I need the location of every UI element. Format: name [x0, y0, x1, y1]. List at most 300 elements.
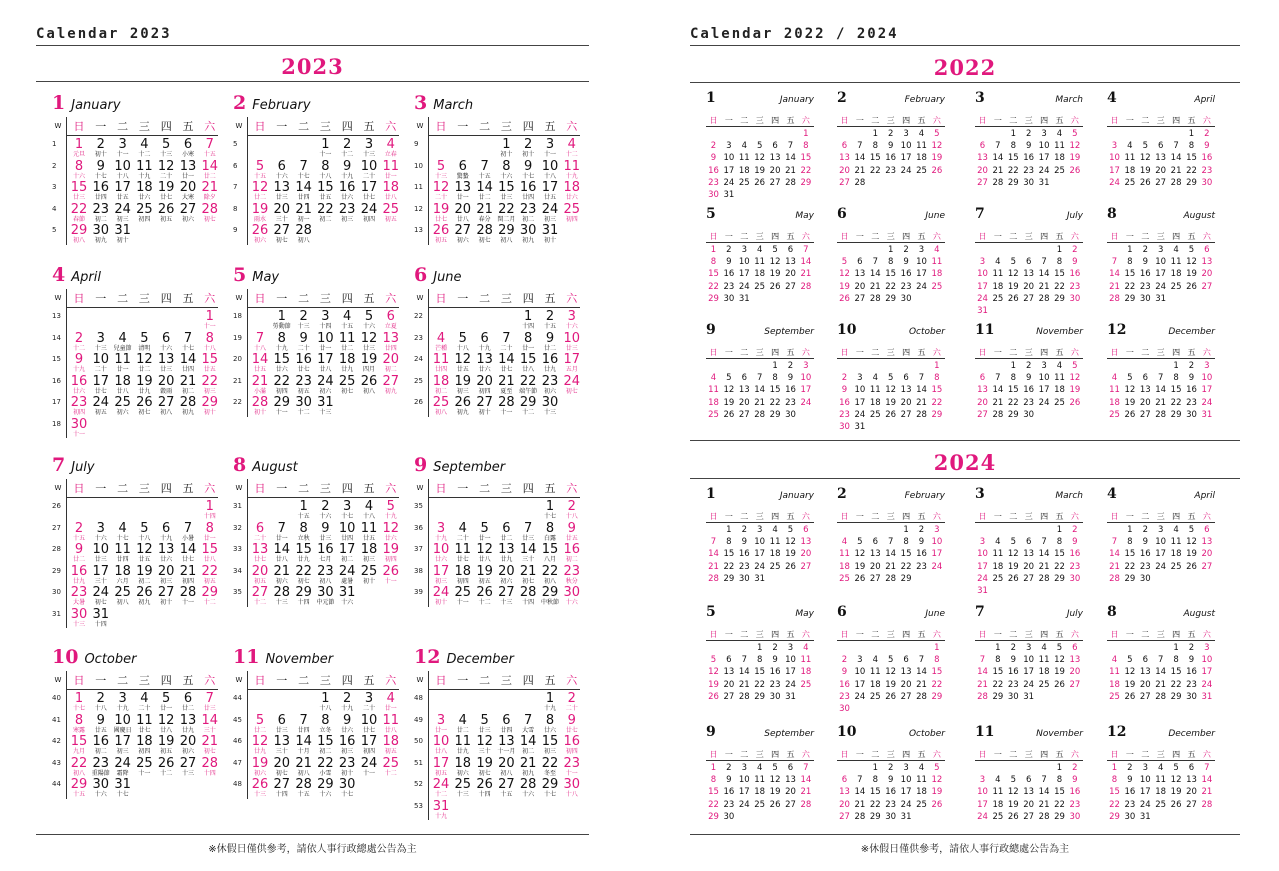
- month-header: [52, 92, 121, 112]
- day-number: 28: [179, 585, 197, 600]
- header-underline: [66, 689, 218, 690]
- day-cell: 21: [1155, 679, 1167, 690]
- day-number: 10: [563, 330, 581, 346]
- weekday-label: 一: [993, 116, 1002, 125]
- day-cell: [314, 565, 336, 586]
- day-number: 3: [364, 691, 374, 706]
- day-cell: [539, 692, 561, 713]
- day-cell: [155, 565, 177, 586]
- weekday-label: 四: [522, 292, 534, 305]
- month-number: 9: [706, 724, 716, 740]
- lunar-label: 廿八: [319, 366, 332, 373]
- lunar-label: 初二: [565, 556, 578, 563]
- weekday-label: 二: [1141, 630, 1150, 639]
- day-number: 6: [183, 691, 193, 706]
- weekday-label: 四: [341, 292, 353, 305]
- day-cell: 23: [1069, 281, 1081, 292]
- day-cell: 8: [1173, 655, 1179, 666]
- day-cell: 11: [1155, 775, 1167, 786]
- lunar-label: 十一: [138, 769, 151, 777]
- lunar-label: 初八: [116, 599, 129, 606]
- day-cell: 16: [1023, 385, 1035, 396]
- day-cell: [199, 565, 221, 586]
- day-cell: 30: [1124, 811, 1136, 822]
- month-number: 3: [975, 486, 985, 502]
- day-cell: [293, 224, 315, 245]
- day-cell: 22: [769, 397, 781, 408]
- day-cell: 18: [769, 549, 781, 560]
- weekday-label: 日: [73, 482, 85, 495]
- day-cell: 4: [995, 257, 1001, 268]
- lunar-label: 九月: [72, 748, 85, 755]
- day-number: 23: [92, 201, 110, 217]
- day-cell: [112, 396, 134, 417]
- day-cell: 5: [710, 655, 717, 666]
- day-cell: 4: [1173, 525, 1179, 535]
- day-number: 18: [454, 755, 472, 771]
- day-number: 24: [360, 755, 378, 771]
- month-name: December: [446, 652, 514, 667]
- day-cell: [358, 353, 380, 374]
- day-cell: 11: [1170, 537, 1182, 548]
- day-cell: [474, 543, 496, 564]
- day-number: 6: [162, 330, 171, 346]
- weekday-label: 二: [740, 348, 749, 357]
- day-cell: [380, 565, 402, 586]
- day-cell: 20: [900, 397, 912, 408]
- lunar-label: 初六: [181, 748, 194, 755]
- day-cell: [380, 160, 402, 181]
- day-cell: 6: [1204, 525, 1210, 535]
- lunar-label: 廿九: [543, 366, 556, 373]
- weekday-header: [52, 290, 218, 306]
- weekday-label: 三: [319, 482, 331, 495]
- weekday-label: 六: [385, 292, 397, 305]
- month-header: [233, 264, 279, 284]
- day-cell: [293, 375, 315, 396]
- weekday-label: 日: [978, 630, 987, 639]
- day-cell: 14: [785, 153, 796, 164]
- day-cell: [539, 310, 561, 331]
- day-number: 25: [382, 755, 400, 771]
- day-cell: [199, 543, 221, 564]
- lunar-label: 十六: [341, 599, 354, 606]
- weekday-label: 三: [1156, 116, 1165, 125]
- day-number: 31: [92, 606, 110, 622]
- lunar-label: 廿二: [543, 344, 556, 352]
- day-cell: 31: [1038, 177, 1050, 188]
- day-number: 18: [563, 180, 581, 195]
- weekday-label: 三: [1024, 630, 1033, 639]
- day-cell: 19: [839, 281, 850, 292]
- year-title-2024: 2024: [933, 450, 997, 475]
- day-cell: [517, 353, 539, 374]
- day-cell: 27: [1186, 799, 1197, 810]
- header-underline: [975, 522, 1083, 523]
- day-cell: 31: [1201, 409, 1213, 420]
- day-cell: 28: [1170, 177, 1182, 188]
- weekday-label: 二: [117, 120, 129, 133]
- day-cell: 24: [931, 561, 943, 572]
- lunar-label: 廿三: [500, 194, 513, 201]
- day-cell: 31: [1155, 293, 1167, 304]
- header-underline: [706, 126, 814, 127]
- weekday-label: 三: [1024, 512, 1033, 521]
- weekday-label: 五: [917, 512, 926, 521]
- day-cell: 12: [723, 385, 735, 396]
- day-number: 20: [157, 563, 175, 579]
- lunar-label: 十一: [565, 769, 578, 777]
- day-cell: 25: [1109, 691, 1120, 702]
- lunar-label: 大暑: [72, 599, 85, 606]
- day-cell: [495, 332, 517, 353]
- header-underline: [247, 135, 399, 136]
- lunar-label: 初九: [138, 599, 151, 606]
- right-footer-note: ※休假日僅供參考，請依人事行政總處公告為主: [860, 844, 1070, 855]
- day-cell: [430, 800, 452, 821]
- day-number: 3: [567, 309, 576, 324]
- lunar-label: 初三: [341, 748, 354, 755]
- day-cell: [133, 396, 155, 417]
- weekday-label: 三: [1156, 232, 1165, 241]
- day-cell: [90, 138, 112, 159]
- weekday-label: 四: [522, 120, 534, 133]
- weekday-label: 一: [855, 630, 864, 639]
- month-number: 2: [837, 486, 847, 502]
- lunar-label: 廿六: [341, 726, 354, 734]
- day-number: 17: [92, 563, 110, 579]
- month-name: January: [71, 98, 121, 113]
- day-cell: 28: [992, 409, 1004, 420]
- day-number: 22: [70, 201, 88, 217]
- weekday-label: 二: [1141, 116, 1150, 125]
- lunar-label: 廿三: [319, 534, 332, 542]
- month-number: 4: [52, 264, 66, 286]
- lunar-label: 廿二: [181, 705, 194, 712]
- day-number: 19: [360, 352, 378, 367]
- day-cell: 2: [1072, 245, 1078, 255]
- day-number: 7: [205, 691, 214, 706]
- weekday-label: 一: [276, 482, 288, 495]
- day-cell: [293, 160, 315, 181]
- day-cell: [358, 565, 380, 586]
- week-number: 21: [233, 376, 242, 385]
- month-name: July: [71, 460, 95, 475]
- day-cell: 19: [1054, 667, 1065, 678]
- day-cell: 15: [754, 667, 766, 678]
- weekday-label: W: [235, 484, 243, 492]
- day-cell: [430, 714, 452, 735]
- day-cell: [177, 181, 199, 202]
- weekday-header: [975, 629, 1083, 639]
- day-cell: [249, 522, 271, 543]
- day-cell: 29: [1186, 177, 1197, 188]
- weekday-label: 二: [479, 482, 491, 495]
- day-cell: 17: [854, 397, 866, 408]
- lunar-label: 廿七: [500, 366, 513, 373]
- day-cell: 9: [841, 385, 848, 396]
- day-cell: 4: [995, 537, 1001, 548]
- weekday-header: [706, 231, 814, 241]
- day-cell: 2: [710, 141, 717, 152]
- day-cell: 20: [1139, 679, 1151, 690]
- day-number: 23: [338, 755, 356, 771]
- day-cell: 18: [931, 269, 943, 280]
- day-number: 27: [498, 777, 515, 792]
- lunar-label: 初五: [203, 577, 216, 585]
- day-cell: 26: [1069, 165, 1081, 176]
- month-header: [414, 646, 514, 666]
- day-cell: 10: [1109, 153, 1120, 164]
- day-cell: 22: [1054, 561, 1065, 572]
- day-number: 1: [277, 309, 286, 324]
- day-cell: 13: [800, 537, 812, 548]
- day-number: 30: [70, 606, 88, 622]
- day-number: 12: [251, 180, 269, 195]
- lunar-label: 十二: [72, 344, 85, 352]
- day-cell: [133, 757, 155, 778]
- lunar-label: 廿六: [434, 556, 447, 563]
- day-number: 26: [360, 373, 378, 389]
- day-cell: 23: [1023, 397, 1035, 408]
- lunar-label: 廿四: [341, 534, 354, 542]
- day-number: 6: [183, 137, 193, 152]
- lunar-label: 十九: [478, 344, 491, 352]
- day-cell: 10: [977, 787, 988, 798]
- day-cell: 23: [839, 691, 850, 702]
- week-number: 20: [233, 355, 242, 363]
- day-cell: 2: [1010, 643, 1016, 653]
- lunar-label: 十一: [456, 599, 469, 606]
- day-cell: 2: [1142, 525, 1148, 535]
- day-number: 7: [277, 520, 286, 536]
- month-name: June: [433, 270, 462, 285]
- day-number: 11: [114, 542, 131, 557]
- day-cell: 23: [1186, 397, 1197, 408]
- header-underline: [66, 135, 218, 136]
- day-cell: [336, 522, 358, 543]
- month-number: 4: [1107, 90, 1117, 106]
- day-number: 18: [382, 734, 400, 749]
- lunar-label: 十月: [297, 748, 310, 755]
- day-cell: 30: [1139, 293, 1151, 304]
- weekday-label: 日: [73, 120, 85, 133]
- weekday-label: 三: [755, 512, 764, 521]
- week-number: 40: [52, 694, 61, 702]
- day-cell: 16: [769, 667, 781, 678]
- day-number: 27: [179, 755, 197, 771]
- weekday-label: 三: [1024, 348, 1033, 357]
- weekday-label: 五: [1055, 750, 1064, 759]
- day-number: 13: [179, 158, 197, 174]
- weekday-label: 五: [1187, 232, 1196, 241]
- day-cell: 11: [1038, 655, 1050, 666]
- day-cell: [177, 522, 199, 543]
- day-cell: 24: [854, 409, 866, 420]
- lunar-label: 十六: [72, 172, 85, 180]
- lunar-label: 初四: [565, 748, 578, 755]
- weekday-label: 五: [1187, 116, 1196, 125]
- day-number: 19: [432, 201, 450, 217]
- weekday-label: 三: [755, 630, 764, 639]
- day-cell: [68, 138, 90, 159]
- day-cell: 20: [785, 787, 796, 798]
- weekday-label: 三: [1024, 232, 1033, 241]
- day-cell: [90, 181, 112, 202]
- day-cell: 31: [723, 190, 735, 200]
- day-number: 27: [157, 395, 175, 410]
- day-number: 2: [96, 137, 105, 152]
- lunar-label: 廿七: [297, 366, 310, 373]
- day-cell: 11: [869, 667, 881, 678]
- day-cell: [155, 543, 177, 564]
- day-number: 10: [432, 734, 450, 749]
- lunar-label: 廿二: [138, 366, 151, 373]
- weekday-label: W: [416, 484, 424, 492]
- day-number: 10: [432, 542, 450, 557]
- rule-2024: [690, 478, 1240, 479]
- weekday-label: 四: [902, 116, 911, 125]
- weekday-label: 五: [1055, 630, 1064, 639]
- day-cell: 27: [1201, 561, 1213, 572]
- day-cell: [68, 778, 90, 799]
- day-cell: [177, 353, 199, 374]
- day-cell: [199, 714, 221, 735]
- day-cell: 5: [1010, 257, 1016, 268]
- day-cell: 13: [1023, 269, 1035, 280]
- weekday-label: 四: [341, 482, 353, 495]
- day-cell: 28: [754, 409, 766, 420]
- weekday-label: 四: [160, 674, 172, 687]
- day-cell: [336, 160, 358, 181]
- lunar-label: 廿九: [181, 726, 194, 734]
- day-number: 9: [96, 712, 105, 728]
- lunar-label: 廿三: [478, 726, 491, 734]
- month-name: July: [1066, 609, 1083, 619]
- day-cell: [380, 203, 402, 224]
- lunar-label: 十三: [543, 409, 556, 416]
- month-name: July: [1066, 211, 1083, 221]
- day-cell: 12: [1186, 257, 1197, 268]
- week-number: 13: [52, 312, 61, 320]
- day-cell: 31: [754, 573, 766, 584]
- day-cell: 12: [1124, 667, 1136, 678]
- day-cell: 18: [869, 397, 881, 408]
- day-cell: 21: [977, 679, 988, 690]
- day-cell: 7: [995, 141, 1001, 152]
- day-cell: 18: [1054, 385, 1065, 396]
- day-cell: 4: [918, 763, 925, 773]
- day-cell: 24: [1201, 397, 1213, 408]
- day-number: 15: [317, 180, 334, 195]
- day-cell: 5: [1142, 141, 1148, 152]
- lunar-label: 夏至: [500, 387, 513, 395]
- day-cell: 28: [977, 691, 988, 702]
- month-name: February: [904, 491, 945, 501]
- day-cell: 27: [1069, 679, 1081, 690]
- day-cell: 4: [872, 655, 878, 666]
- day-cell: 3: [1157, 245, 1164, 255]
- lunar-label: 廿五: [456, 366, 469, 373]
- day-cell: [539, 203, 561, 224]
- day-cell: 23: [916, 561, 927, 572]
- day-cell: [199, 757, 221, 778]
- weekday-label: 五: [363, 292, 375, 305]
- week-number: 37: [414, 545, 423, 553]
- month-number: 10: [52, 646, 79, 668]
- week-number: 35: [233, 588, 242, 596]
- week-number: 18: [233, 312, 242, 320]
- day-cell: 3: [1041, 361, 1047, 371]
- day-cell: 16: [885, 153, 897, 164]
- day-cell: 1: [1056, 245, 1063, 255]
- day-cell: [293, 181, 315, 202]
- day-number: 5: [436, 158, 446, 174]
- day-cell: 8: [1056, 257, 1063, 268]
- day-cell: [177, 396, 199, 417]
- lunar-label: 廿九: [138, 387, 151, 395]
- day-cell: 19: [769, 787, 781, 798]
- day-cell: 11: [916, 141, 927, 152]
- day-cell: [90, 565, 112, 586]
- lunar-label: 十九: [341, 705, 354, 712]
- day-cell: [199, 396, 221, 417]
- lunar-label: 廿八: [478, 556, 491, 563]
- day-cell: 11: [1054, 141, 1065, 152]
- weekday-label: 二: [740, 630, 749, 639]
- day-number: 29: [201, 585, 219, 600]
- day-cell: [90, 692, 112, 713]
- day-cell: [495, 543, 517, 564]
- lunar-label: 四月: [362, 366, 375, 373]
- lunar-label: 初四: [362, 215, 375, 223]
- lunar-label: 初四: [181, 577, 194, 585]
- day-cell: 13: [785, 775, 796, 786]
- month-header: [414, 92, 473, 112]
- lunar-label: 廿一: [160, 705, 173, 712]
- header-underline: [706, 358, 814, 359]
- lunar-label: 十八: [319, 705, 332, 712]
- day-cell: [380, 138, 402, 159]
- weekday-label: W: [416, 294, 424, 302]
- day-cell: 5: [1127, 373, 1133, 384]
- day-number: 13: [179, 712, 197, 728]
- weekday-label: 日: [254, 292, 266, 305]
- day-number: 13: [476, 352, 493, 367]
- week-number: 18: [52, 419, 61, 428]
- lunar-label: 十三: [94, 344, 107, 352]
- day-cell: [249, 778, 271, 799]
- lunar-label: 初三: [116, 748, 129, 755]
- day-number: 31: [541, 223, 559, 238]
- weekday-label: 三: [1024, 750, 1033, 759]
- lunar-label: 十七: [72, 705, 85, 712]
- header-underline: [706, 760, 814, 761]
- day-number: 25: [454, 585, 472, 600]
- weekday-label: 四: [160, 292, 172, 305]
- lunar-label: 初六: [181, 215, 194, 223]
- day-cell: 14: [1109, 549, 1120, 560]
- day-cell: [249, 565, 271, 586]
- weekday-label: 四: [522, 674, 534, 687]
- weekday-label: 三: [138, 674, 150, 687]
- day-cell: [380, 332, 402, 353]
- day-cell: 15: [1124, 549, 1136, 560]
- week-number: 8: [233, 204, 238, 213]
- lunar-label: 十八: [138, 534, 151, 542]
- lunar-label: 初八: [72, 237, 85, 244]
- lunar-label: 廿八: [203, 556, 216, 563]
